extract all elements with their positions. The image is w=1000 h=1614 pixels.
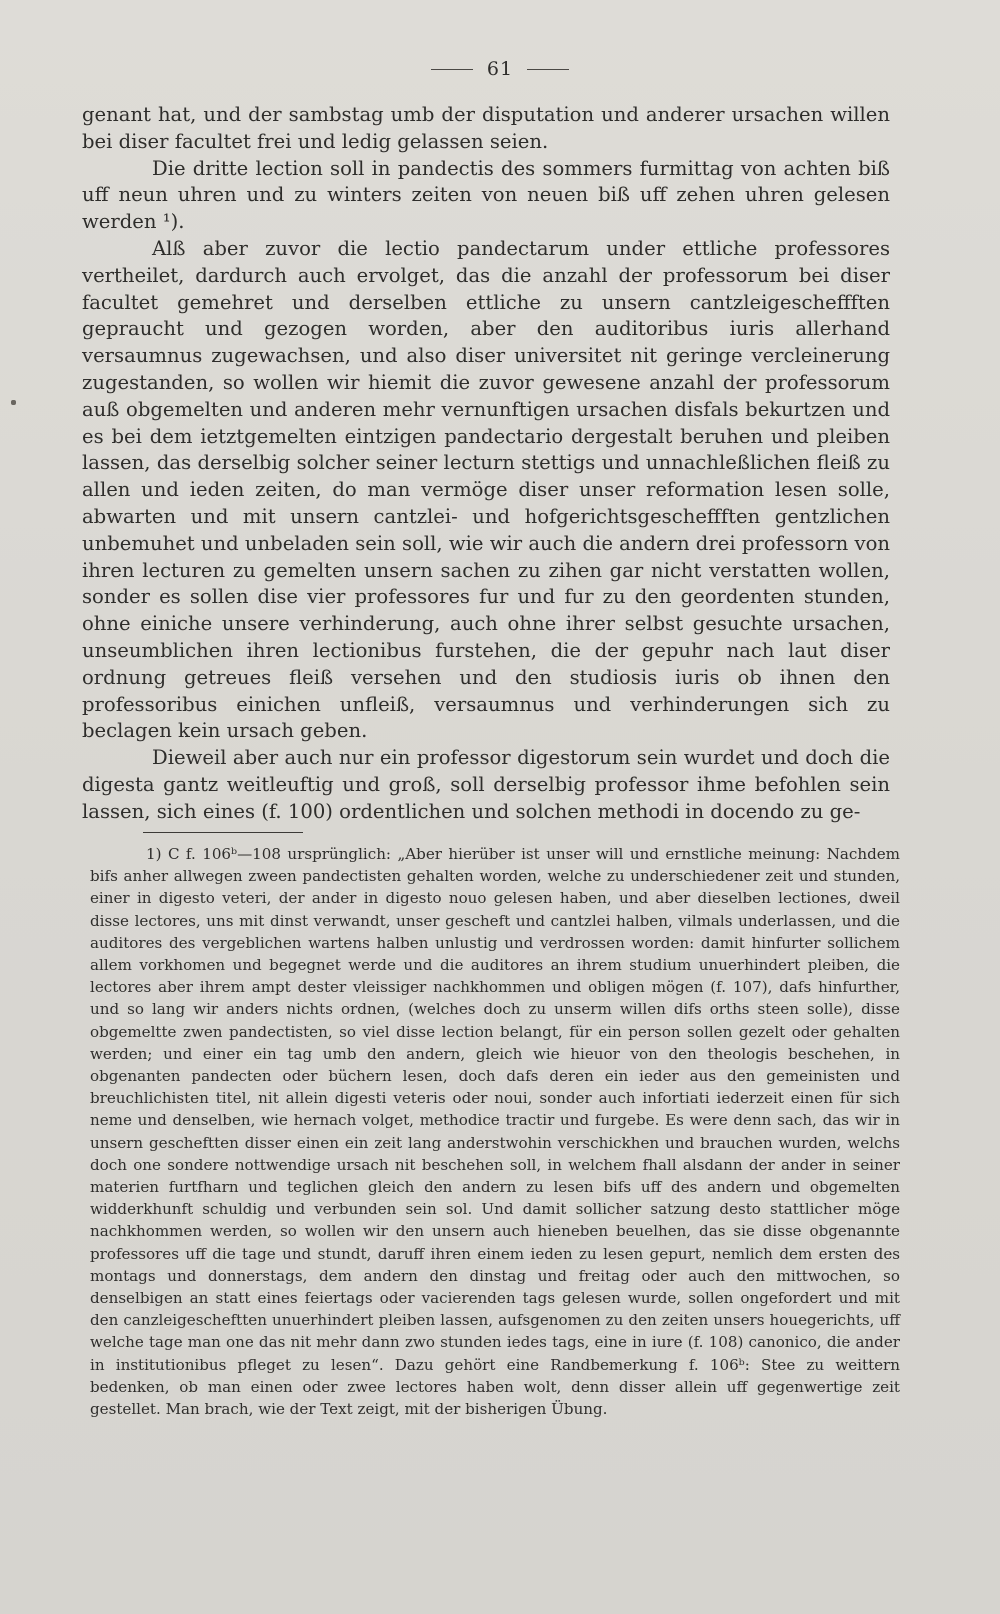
paragraph-pandectarum: Alß aber zuvor die lectio pandectarum under ettliche professores vertheilet, dardurch auch ervolget, das die anzahl der professorum bei diser facultet gemehret und derselben ettliche zu unsern cantzleigescheffften gepraucht und gezogen worden, aber den auditoribus iuris allerhand versaumnus zugewachsen, und also diser universitet nit geringe vercleinerung zugestanden, so wollen wir hiemit die zuvor gewesene anzahl der professorum auß obgemelten und anderen mehr vernunftigen ursachen disfals bekurtzen und es bei dem ietztgemelten eintzigen pandectario dergestalt beruhen und pleiben lassen, das derselbig solcher seiner lecturn stettigs und unnachleßlichen fleiß zu allen und ieden zeiten, do man vermöge diser unser reformation lesen solle, abwarten und mit unsern cantzlei- und hofgerichtsgescheffften gentzlichen unbemuhet und unbeladen sein soll, wie wir auch die andern drei professorn von ihren lecturen zu gemelten unsern sachen zu zihen gar nicht verstatten wollen, sonder es sollen dise vier professores fur und fur zu den geordenten stunden, ohne einiche unsere verhinderung, auch ohne ihrer selbst gesuchte ursachen, unseumblichen ihren lectionibus furstehen, die der gepuhr nach laut diser ordnung getreues fleiß versehen und den studiosis iuris ob ihnen den professoribus einichen unfleiß, versaumnus und verhinderungen sich zu beclagen kein ursach geben. — [82, 236, 890, 743]
header-rule-right — [527, 69, 569, 70]
page-number: 61 — [486, 58, 514, 80]
paragraph-third-lection: Die dritte lection soll in pandectis des sommers furmittag von achten biß uff neun uhren und zu winters zeiten von neuen biß uff zehen uhren gelesen werden ¹). — [82, 156, 890, 234]
paragraph-digestorum: Dieweil aber auch nur ein professor digestorum sein wurdet und doch die digesta gantz weitleuftig und groß, soll derselbig professor ihme befohlen sein lassen, sich eines (f. 100) ordentlichen und solchen methodi in docendo zu ge- — [82, 746, 890, 823]
page-header — [0, 58, 1000, 80]
paragraph-continuation: genant hat, und der sambstag umb der disputation und anderer ursachen willen bei diser facultet frei und ledig gelassen seien. — [82, 103, 890, 153]
footnote-separator — [143, 832, 303, 833]
header-rule-left — [431, 69, 473, 70]
margin-mark — [11, 400, 16, 405]
footnote — [90, 843, 900, 1420]
footnote-text: 1) C f. 106ᵇ—108 ursprünglich: „Aber hierüber ist unser will und ernstliche meinung: Nachdem bifs anher allwegen zween pandectisten gehalten worden, welche zu underschiedener zeit und stunden, einer in digesto veteri, der ander in digesto nouo gelesen haben, und aber dieselben lectiones, dweil disse lectores, uns mit dinst verwandt, unser gescheft und cantzlei halben, vilmals underlassen, und die auditores des vergeblichen wartens halben unlustig und verdrossen worden: damit hinfurter sollichem allem vorkhomen und begegnet werde und die auditores an ihrem studium unuerhindert pleiben, die lectores aber ihrem ampt dester vleissiger nachkhommen und obligen mögen (f. 107), dafs hinfurther, und so lang wir anders nichts ordnen, (welches doch zu unserm willen difs orths steen solle), disse obgemeltte zwen pandectisten, so viel disse lection belangt, für ein person sollen gezelt oder gehalten werden; und einer ein tag umb den andern, gleich wie hieuor von den theologis beschehen, in obgenanten pandecten oder büchern lesen, doch dafs deren ein ieder aus den gemeinisten und breuchlichisten titel, nit allein digesti veteris oder noui, sonder auch infortiati iederzeit einen für sich neme und denselben, wie hernach volget, methodice tractir und furgebe. Es were denn sach, das wir in unsern gescheftten disser einen ein zeit lang anderstwohin verschickhen und brauchen wurden, welchs doch one sondere nottwendige ursach nit beschehen soll, in welchem fhall alsdann der ander in seiner materien furtfharn und teglichen gleich den andern zu lesen bifs uff des andern und obgemelten widderkhunft schuldig und verbunden sein sol. Und damit sollicher satzung desto stattlicher möge nachkhommen werden, so wollen wir den unsern auch hieneben beuelhen, das sie disse obgenannte professores uff die tage und stundt, daruff ihren einem ieden zu lesen gepurt, nemlich dem ersten des montags und donnerstags, dem andern den dinstag und freitag oder auch den mittwochen, so denselbigen an statt eines feiertags oder vacierenden tags gelesen wurde, sollen ongefordert und mit den canzleigescheftten unuerhindert pleiben lassen, aufsgenomen zu den zeiten unsers houegerichts, uff welche tage man one das nit mehr dann zwo stunden iedes tags, eine in iure (f. 108) canonico, die ander in institutionibus pfleget zu lesen“. Dazu gehört eine Randbemerkung f. 106ᵇ: Stee zu weittern bedenken, ob man einen oder zwee lectores haben wolt, denn disser allein uff gegenwertige zeit gestellet. Man brach, wie der Text zeigt, mit der bisherigen Übung. — [90, 845, 900, 1419]
main-text — [82, 102, 890, 826]
